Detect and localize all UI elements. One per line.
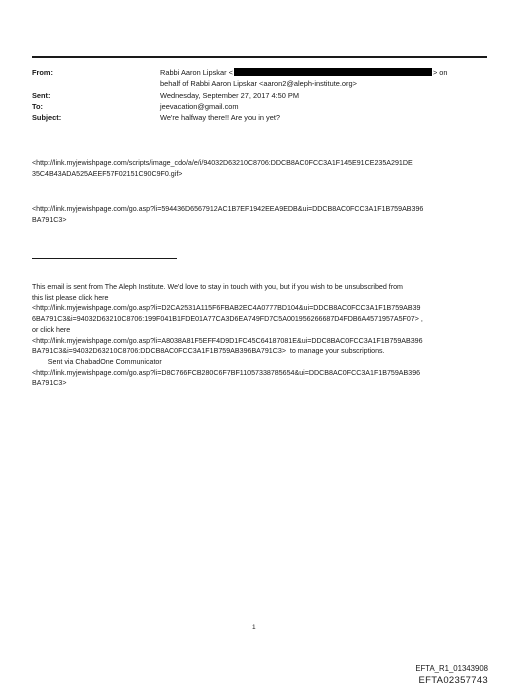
from-on: > on — [432, 68, 448, 77]
unsubscribe-footer: This email is sent from The Aleph Institute. We'd love to stay in touch with you, but if you wish to be unsubscribed from this list please click here <http://link.myjewishpage.com/go.asp?li=D2CA2531A115F6FBAB2EC4A0777BD104&ui=DDCB8AC0FCC3A1F1B759AB39 6BA791C3&i=94032D63210C8706:199F041B1FDE01A77CA3D6EA749FD7C5A001956266687D4FDB6A4571957A5F07> , or click here <http://link.myjewishpage.com/go.asp?li=A8038A81F5EFF4D9D1FC45C64187081E&ui=DDC8BAC0FCC3A1F1B759AB396 BA791C3&i=94032D63210C8706:DDCB8AC0FCC3A1F1B759AB396BA791C3> to manage your subscriptions. Sent via ChabadOne Communicator <http://link.myjewishpage.com/go.asp?li=D8C766FCB280C6F7BF11057338785654&ui=DDCB8AC0FCC3A1F1B759AB396 BA791C3> — [32, 283, 423, 388]
subject-label: Subject: — [32, 113, 62, 122]
separator-line — [32, 258, 177, 259]
header-rule — [32, 56, 487, 58]
to-value[interactable]: jeevacation@gmail.com — [160, 102, 239, 111]
sent-value: Wednesday, September 27, 2017 4:50 PM — [160, 91, 300, 100]
bates-number-r1: EFTA_R1_01343908 — [415, 664, 488, 673]
page-number: 1 — [252, 624, 256, 631]
from-line2: behalf of Rabbi Aaron Lipskar <aaron2@aleph-institute.org> — [160, 79, 357, 88]
subject-value: We're halfway there!! Are you in yet? — [160, 113, 280, 122]
from-name: Rabbi Aaron Lipskar < — [160, 68, 233, 77]
from-label: From: — [32, 68, 53, 77]
tracking-link[interactable]: <http://link.myjewishpage.com/go.asp?li=594436D6567912AC1B7EF1942EEA9EDB&ui=DDCB8AC0FCC3A1F1B759AB396 BA791C3> — [32, 205, 424, 224]
sent-label: Sent: — [32, 91, 51, 100]
from-value — [160, 68, 448, 77]
redaction-bar — [234, 68, 432, 76]
image-link[interactable]: <http://link.myjewishpage.com/scripts/image_cdo/a/e/i/94032D63210C8706:DDCB8AC0FCC3A1F145E91CE235A291DE 35C4B43ADA525AEEF57F02151C90C9F0.gif> — [32, 159, 413, 178]
to-label: To: — [32, 102, 43, 111]
bates-number: EFTA02357743 — [418, 675, 488, 686]
